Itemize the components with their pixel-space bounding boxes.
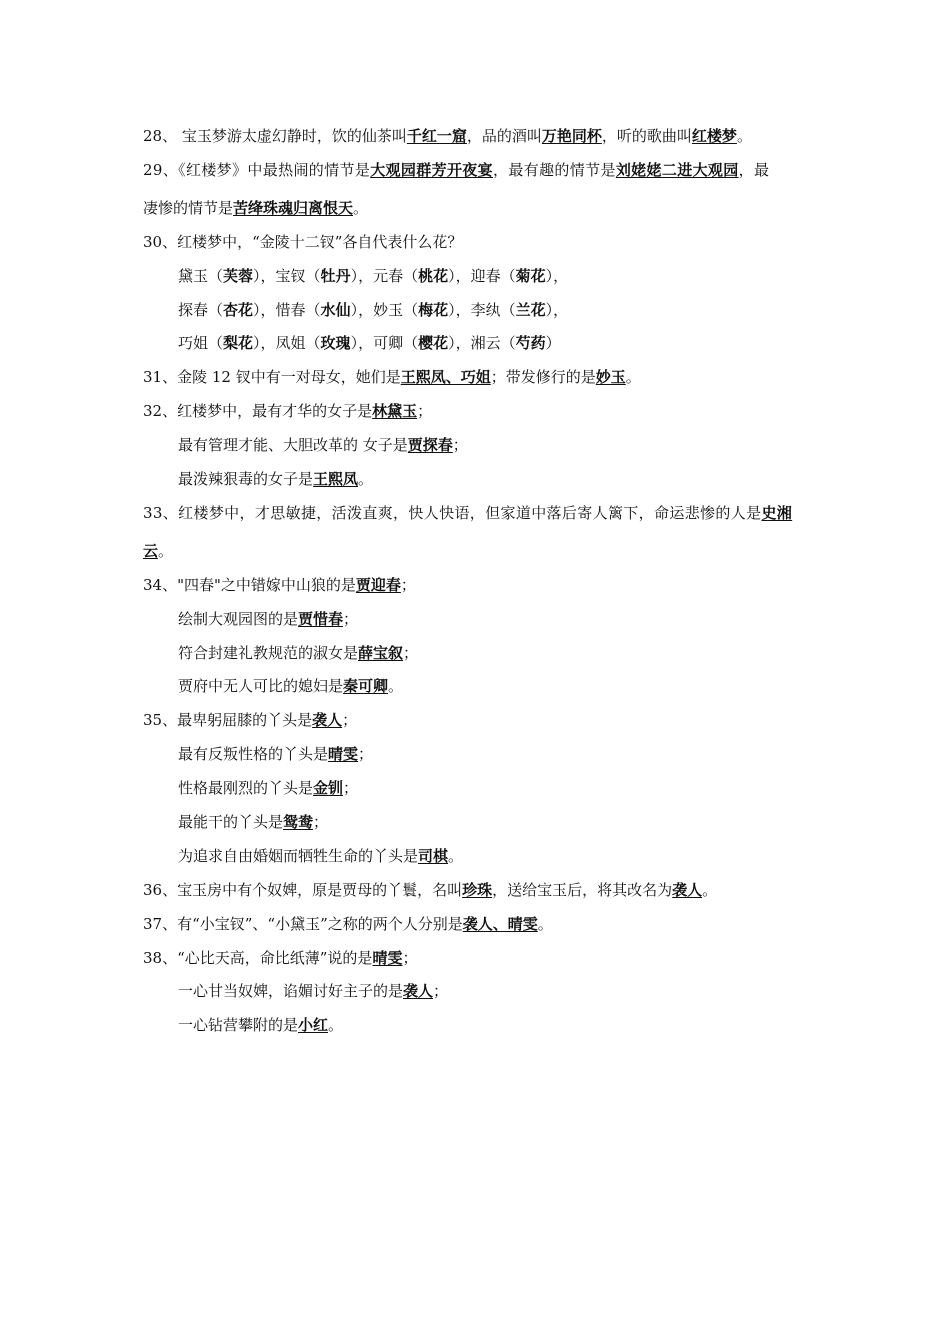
flower-name: 梨花 (223, 334, 254, 353)
text-line (143, 466, 811, 500)
question-text: 符合封建礼教规范的淑女是 (178, 643, 359, 662)
question-text: 最泼辣狠毒的女子是 (178, 470, 314, 489)
text-line (143, 364, 811, 398)
answer-text: 鸳鸯 (283, 813, 314, 832)
answer-text: 史湘 (761, 503, 793, 522)
flower-name: 芍药 (515, 334, 546, 353)
question-text: 一心甘当奴婢，谄媚讨好主子的是 (178, 982, 404, 1001)
question-text: ； (452, 436, 468, 455)
question-text: ），凤姐（ (253, 334, 321, 353)
answer-text: 袭人、晴雯 (462, 914, 538, 933)
text-line (143, 297, 811, 331)
question-text: 。 (736, 127, 752, 145)
question-text: 。 (158, 541, 174, 560)
answer-text: 云 (143, 541, 159, 560)
text-line (143, 330, 811, 364)
text-line (143, 263, 811, 297)
question-text: ），湘云（ (448, 334, 516, 353)
flower-name: 杏花 (223, 300, 254, 319)
question-text: 巧姐（ (178, 334, 224, 353)
question-text: ），妙玉（ (350, 300, 419, 319)
answer-text: 司棋 (418, 846, 449, 865)
question-text: 。 (625, 368, 641, 387)
question-text: ） (545, 334, 561, 353)
question-text: 。 (702, 880, 718, 899)
question-text: 为追求自由婚姻而牺牲生命的丫头是 (178, 846, 419, 865)
question-text: ； (433, 982, 449, 1001)
answer-text: 袭人 (312, 711, 343, 730)
question-text: 性格最刚烈的丫头是 (178, 779, 314, 798)
text-line (143, 538, 811, 572)
flower-name: 牡丹 (320, 266, 351, 285)
answer-text: 万艳同杯 (541, 127, 602, 145)
answer-text: 小红 (298, 1016, 329, 1035)
answer-text: 贾探春 (407, 436, 453, 455)
answer-text: 袭人 (672, 880, 703, 899)
question-text: 34、"四春"之中错嫁中山狼的是 (143, 575, 356, 594)
question-text: ，最 (738, 160, 770, 179)
question-text: ），宝钗（ (253, 266, 321, 285)
question-text: 绘制大观园图的是 (178, 609, 299, 628)
question-text: ，听的歌曲叫 (601, 127, 692, 145)
flower-name: 水仙 (320, 300, 351, 319)
answer-text: 妙玉 (595, 368, 626, 387)
question-text: 。 (537, 914, 553, 933)
question-text: 贾府中无人可比的媳妇是 (178, 677, 344, 696)
question-text: ； (343, 779, 359, 798)
question-text: 36、宝玉房中有个奴婢，原是贾母的丫鬟，名叫 (143, 880, 463, 899)
question-text: 29、《红楼梦》中最热闹的情节是 (143, 160, 371, 179)
text-line (143, 775, 811, 809)
question-text: ； (400, 575, 416, 594)
text-line (143, 229, 811, 263)
answer-text: 珍珠 (462, 880, 493, 899)
question-text: ，送给宝玉后，将其改名为 (492, 880, 673, 899)
answer-text: 晴雯 (328, 745, 359, 764)
question-text: 38、“心比天高，命比纸薄”说的是 (143, 948, 373, 967)
question-text: 37、有“小宝钗”、“小黛玉”之称的两个人分别是 (143, 914, 463, 933)
answer-text: 袭人 (403, 982, 434, 1001)
question-text: 32、红楼梦中，最有才华的女子是 (143, 402, 373, 421)
flower-name: 桃花 (418, 266, 449, 285)
answer-text: 大观园群芳开夜宴 (370, 160, 494, 179)
question-text: ； (402, 948, 418, 967)
text-line (143, 1012, 811, 1046)
question-text: ），迎春（ (448, 266, 516, 285)
text-line (143, 945, 811, 979)
question-text: 最有反叛性格的丫头是 (178, 745, 329, 764)
answer-text: 贾迎春 (355, 575, 401, 594)
question-text: 凄惨的情节是 (143, 198, 234, 217)
question-text: ），元春（ (350, 266, 419, 285)
question-text: ）， (545, 266, 569, 285)
text-line (143, 877, 811, 911)
question-text: ，最有趣的情节是 (493, 160, 616, 179)
answer-text: 红楼梦 (691, 127, 737, 145)
question-text: ； (358, 745, 374, 764)
answer-text: 金钏 (313, 779, 344, 798)
answer-text: 秦可卿 (343, 677, 389, 696)
text-line (143, 640, 811, 674)
question-text: 最能干的丫头是 (178, 813, 284, 832)
flower-name: 兰花 (515, 300, 546, 319)
text-line (143, 500, 811, 538)
question-text: 。 (358, 470, 374, 489)
answer-text: 林黛玉 (372, 402, 418, 421)
answer-text: 薛宝叙 (358, 643, 404, 662)
question-text: ），惜春（ (253, 300, 321, 319)
question-text: 。 (328, 1016, 344, 1035)
question-text: 31、金陵 12 钗中有一对母女，她们是 (143, 368, 401, 387)
question-text: 。 (353, 198, 369, 217)
question-text: ；带发修行的是 (490, 368, 596, 387)
text-line (143, 978, 811, 1012)
question-text: 最有管理才能、大胆改革的 女子是 (178, 436, 408, 455)
flower-name: 樱花 (418, 334, 449, 353)
question-text: ； (417, 402, 433, 421)
text-line (143, 707, 811, 741)
flower-name: 梅花 (418, 300, 449, 319)
question-text: ），可卿（ (350, 334, 419, 353)
question-text: 33、红楼梦中，才思敏捷，活泼直爽，快人快语，但家道中落后寄人篱下，命运悲惨的人是 (143, 503, 762, 522)
question-text: ； (403, 643, 419, 662)
question-text: ，品的酒叫 (466, 127, 542, 145)
question-text: 探春（ (178, 300, 224, 319)
question-text: 30、红楼梦中，“金陵十二钗”各自代表什么花？ (143, 232, 463, 251)
text-line (143, 195, 811, 229)
question-text: 28、 宝玉梦游太虚幻静时，饮的仙茶叫 (143, 127, 407, 145)
question-text: ； (343, 609, 359, 628)
answer-text: 千红一窟 (406, 127, 467, 145)
text-line (143, 843, 811, 877)
question-text: 黛玉（ (178, 266, 224, 285)
text-line (143, 606, 811, 640)
question-text: 。 (448, 846, 464, 865)
question-text: 35、最卑躬屈膝的丫头是 (143, 711, 313, 730)
answer-text: 苦绛珠魂归离恨天 (233, 198, 354, 217)
text-line (143, 572, 811, 606)
answer-text: 晴雯 (372, 948, 403, 967)
text-line (143, 123, 811, 157)
answer-text: 刘姥姥二进大观园 (615, 160, 739, 179)
question-text: 。 (388, 677, 404, 696)
answer-text: 王熙凤 (313, 470, 359, 489)
question-text: ）， (545, 300, 569, 319)
text-line (143, 157, 811, 195)
text-line (143, 911, 811, 945)
text-line (143, 673, 811, 707)
flower-name: 菊花 (515, 266, 546, 285)
answer-text: 贾惜春 (298, 609, 344, 628)
flower-name: 芙蓉 (223, 266, 254, 285)
text-line (143, 809, 811, 843)
document-page (143, 123, 811, 1046)
question-text: ； (313, 813, 329, 832)
text-line (143, 741, 811, 775)
text-line (143, 398, 811, 432)
flower-name: 玫瑰 (320, 334, 351, 353)
answer-text: 王熙凤、巧姐 (400, 368, 491, 387)
question-text: ； (342, 711, 358, 730)
question-text: 一心钻营攀附的是 (178, 1016, 299, 1035)
question-text: ），李纨（ (448, 300, 516, 319)
text-line (143, 432, 811, 466)
